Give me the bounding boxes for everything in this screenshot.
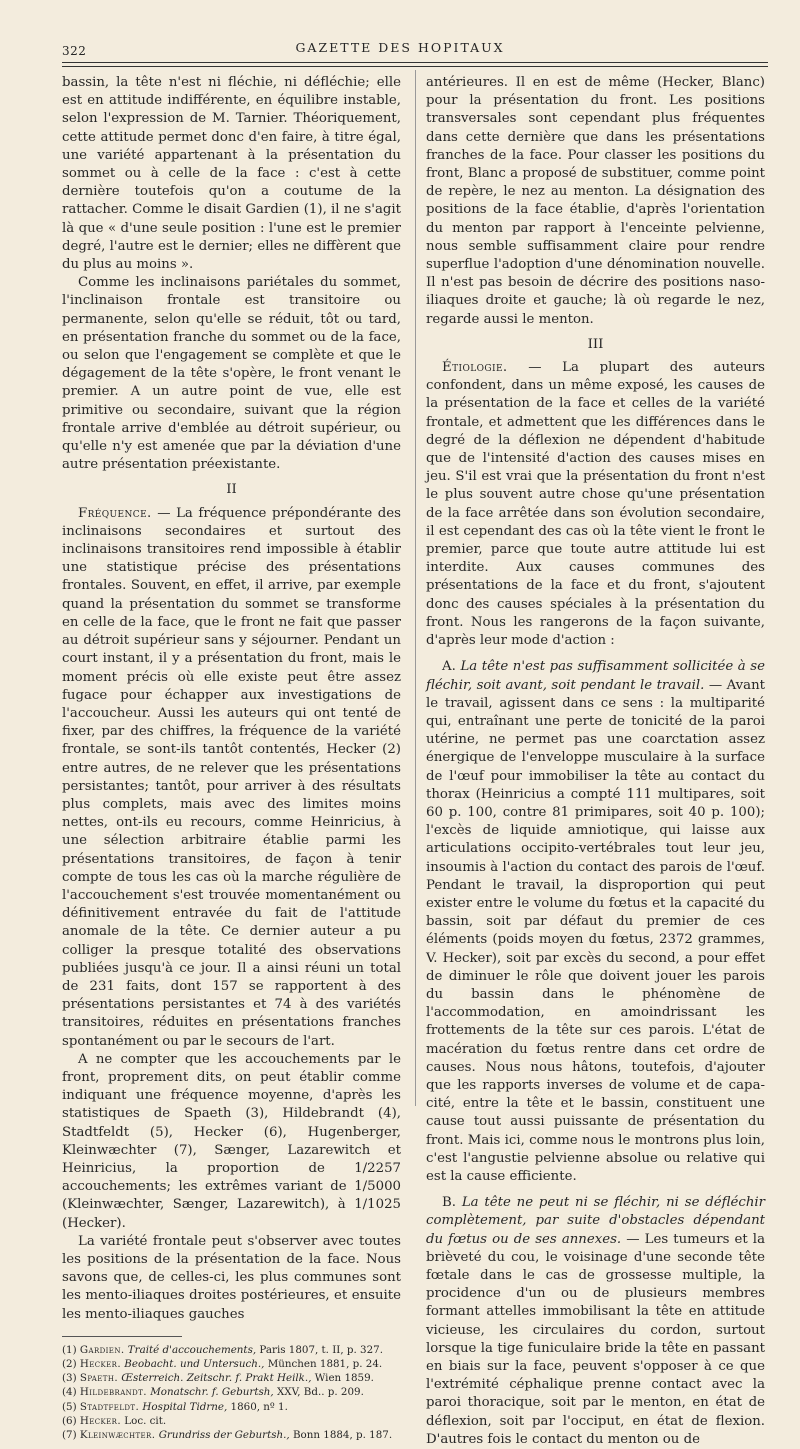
- paragraph-text: — La fréquence prépondérante des inclinaisons secondaires et surtout des inclinaisons transitoires rend impossible à établir une statistique précise des présentations frontales. Souvent, en effet, il arrive, par exemple quand la présentation du sommet se transforme en celle de la face, que le front ne fait que passer au détroit supérieur sans y séjourner. Pendant un court instant, il y a présentation du front, mais le moment précis où elle existe peut être assez fugace pour échapper aux investigations de l'accoucheur. Aussi les auteurs qui ont tenté de fixer, par des chiffres, la fréquence de la variété frontale, se sont-ils tantôt contentés, Hecker (2) entre autres, de ne relever que les présentations persistantes; tantôt, pour arriver à des résultats plus complets, mais avec des limites moins nettes, ont-ils eu recours, comme Heinricius, à une sélection arbitraire établie parmi les présentations transitoires, de façon à tenir compte de tous les cas où la marche régulière de l'accouchement s'est trouvée momentanément ou définitivement entravée du fait de l'attitude anomale de la tête. Ce dernier auteur a pu colliger la presque totalité des observations publiées jusqu'à ce jour. Il a ainsi réuni un total de 231 faits, dont 157 se rapportent à des présentations persistantes et 74 à des variétés transitoires, réduites en présentations franches spontanément ou par le secours de l'art.: [62, 505, 401, 1049]
- footnote: [62, 1357, 401, 1371]
- footnote-title: Hospital Tidrne,: [142, 1400, 228, 1413]
- footnote-detail: XXV, Bd.. p. 209.: [273, 1386, 364, 1399]
- paragraph: bassin, la tête n'est ni fléchie, ni défléchie; elle est en attitude indifférente, en équilibre instable, selon l'expression de M. Tarnier. Théoriquement, cette attitude permet donc d'en faire, à titre égal, une variété appartenant à la présentation du sommet ou à celle de la face : c'est à cette dernière toutefois qu'on a coutume de la rattacher. Comme le disait Gardien (1), il ne s'agit là que « d'une seule position : l'une est le premier degré, l'autre est le dernier; elles ne diffèrent que du plus au moins ».: [62, 75, 401, 273]
- paragraph: [426, 1194, 765, 1449]
- section-heading: III: [587, 336, 604, 352]
- footnote-title: Beobacht. und Untersuch.,: [124, 1358, 265, 1371]
- paragraph: [426, 359, 765, 650]
- section-heading: II: [226, 482, 237, 498]
- subsection-label: B.: [442, 1195, 456, 1211]
- footnote-detail: München 1881, p. 24.: [264, 1358, 383, 1371]
- footnote-detail: Wien 1859.: [311, 1372, 374, 1385]
- run-in-heading: Fréquence.: [78, 505, 152, 521]
- paragraph-text: — La plupart des auteurs confondent, dans un même exposé, les causes de la présentation de la face et celles de la variété frontale, et admettent que les différences dans le degré de la déflexion ne dépendent d'habitude que de l'intensité d'action des causes mises en jeu. S'il est vrai que la présentation du front n'est le plus souvent autre chose qu'une présentation de la face arrêtée dans son évolution secondaire, il est cependant des cas où la tête vient le front le premier, parce que toute autre attitude lui est interdite. Aux causes communes des présentations de la face et du front, s'ajoutent donc des causes spéciales à la présentation du front. Nous les rangerons de la façon suivante, d'après leur mode d'action :: [426, 360, 765, 649]
- subsection-title: La tête n'est pas suffisamment sollicitée à se fléchir, soit avant, soit pendant le travail.: [426, 659, 765, 693]
- header-rule-secondary: [62, 66, 768, 67]
- footnote-author: Hecker.: [79, 1414, 122, 1427]
- paragraph: [62, 505, 401, 1051]
- footnote-title: Traité d'accouchements,: [127, 1343, 257, 1356]
- paragraph: [426, 658, 765, 1186]
- footnote: [62, 1414, 401, 1428]
- right-column: [426, 74, 765, 1449]
- paragraph: Comme les inclinaisons pariétales du sommet, l'inclinaison frontale est transitoire ou permanente, selon qu'elle se réduit, tôt ou tard, en présentation franche du sommet ou de la face, ou selon que l'engagement se complète et que le dégagement de la tête s'opère, le front venant le premier. A un autre point de vue, elle est primitive ou secondaire, suivant que la région frontale arrive d'emblée au détroit supérieur, ou qu'elle n'y est amenée que par la déviation d'une autre présentation préexistante.: [62, 275, 401, 473]
- footnote-rule: [62, 1336, 182, 1337]
- footnote-number: (5): [62, 1400, 77, 1413]
- footnote-author: Hecker.: [79, 1358, 122, 1371]
- run-in-heading: Étiologie.: [442, 360, 508, 376]
- footnote: [62, 1400, 401, 1414]
- footnote-title: Œsterreich. Zeitschr. f. Prakt Heilk.,: [121, 1372, 312, 1385]
- footnote-title: Monatschr. f. Geburtsh,: [150, 1386, 274, 1399]
- footnote-title: Grundriss der Geburtsh.,: [158, 1429, 290, 1442]
- footnote: [62, 1371, 401, 1385]
- footnotes: [62, 1343, 401, 1442]
- footnote: [62, 1385, 401, 1399]
- footnote-number: (7): [62, 1429, 77, 1442]
- page-number: 322: [62, 44, 87, 58]
- footnote-number: (3): [62, 1372, 77, 1385]
- journal-title: GAZETTE DES HOPITAUX: [295, 40, 505, 55]
- paragraph: antérieures. Il en est de même (Hecker, Blanc) pour la présentation du front. Les positions transversales sont cependant plus fréquentes dans cette dernière que dans les présentations franches de la face. Pour classer les positions du front, Blanc a proposé de substituer, comme point de repère, le nez au menton. La désignation des positions de la face établie, d'après l'orientation du menton par rapport à l'enceinte pelvienne, nous semble suffisamment claire pour rendre superflue l'adoption d'une dénomination nouvelle. Il n'est pas besoin de décrire des positions naso-iliaques droite et gauche; là où regarde le nez, regarde aussi le menton.: [426, 75, 765, 327]
- column-divider: [415, 70, 416, 1106]
- footnote-detail: 1860, nº 1.: [227, 1400, 288, 1413]
- header-rule: [62, 62, 768, 63]
- footnote-number: (2): [62, 1358, 77, 1371]
- footnote-number: (1): [62, 1343, 77, 1356]
- footnote-author: Stadtfeldt.: [79, 1400, 140, 1413]
- paragraph: A ne compter que les accouchements par le front, proprement dits, on peut établir comme indiquant une fréquence moyenne, d'après les statistiques de Spaeth (3), Hildebrandt (4), Stadtfeldt (5), Hecker (6), Hugenberger, Kleinwæchter (7), Sænger, Lazarewitch et Heinricius, la proportion de 1/2257 accouchements; les extrêmes variant de 1/5000 (Kleinwæchter, Sænger, Lazarewitch), à 1/1025 (Hecker).: [62, 1051, 401, 1231]
- paragraph-text: — Avant le travail, agissent dans ce sens : la multiparité qui, entraînant une perte de tonicité de la paroi utérine, ne permet pas une coarctation assez énergique de l'enveloppe musculaire à la surface de l'œuf pour immobiliser la tête au contact du thorax (Heinricius a compté 111 multipares, soit 60 p. 100, contre 81 primipares, soit 40 p. 100); l'excès de liquide amniotique, qui laisse aux articulations occipito-vertébrales tout leur jeu, insoumis à l'action du contact des parois de l'œuf. Pendant le travail, la disproportion qui peut exister entre le volume du fœtus et la capacité du bassin, soit par défaut du premier de ces éléments (poids moyen du fœtus, 2372 grammes, V. Hecker), soit par excès du second, a pour effet de diminuer le rôle que doivent jouer les parois du bassin dans le phénomène de l'accommodation, en amoindrissant les frottements de la tête sur ces parois. L'état de macération du fœtus rentre dans cet ordre de causes. Nous nous hâtons, toutefois, d'ajouter que les rapports inverses de volume et de capacité, entre la tête et le bassin, constituent une cause tout aussi puissante de présentation du front. Mais ici, comme nous le montrons plus loin, c'est l'angustie pelvienne absolue ou relative qui est la cause efficiente.: [426, 677, 765, 1184]
- footnote: [62, 1343, 401, 1357]
- footnote-detail: Bonn 1884, p. 187.: [289, 1429, 393, 1442]
- footnote-author: Hildebrandt.: [79, 1386, 147, 1399]
- footnote-author: Kleinwæchter.: [79, 1429, 156, 1442]
- footnote-number: (4): [62, 1386, 77, 1399]
- footnote-number: (6): [62, 1414, 77, 1427]
- left-column: [62, 74, 401, 1442]
- footnote-author: Spaeth.: [79, 1372, 119, 1385]
- subsection-title: La tête ne peut ni se fléchir, ni se défléchir complètement, par suite d'obstacles dépendant du fœtus ou de ses annexes.: [426, 1195, 765, 1247]
- footnote: [62, 1428, 401, 1442]
- paragraph-text: — Les tumeurs et la brièveté du cou, le voisinage d'une seconde tête fœtale dans le cas de grossesse multiple, la procidence d'un ou de plusieurs membres formant attelles immobilisant la tête en attitude vicieuse, les circulaires du cordon, surtout lorsque la tige funiculaire bride la tête en passant en biais sur la face, peuvent s'opposer à ce que l'extrémité céphalique prenne contact avec la paroi thoracique, soit par le menton, en état de déflexion, soit par l'occiput, en état de flexion. D'autres fois le contact du menton ou de: [426, 1231, 765, 1447]
- paragraph: La variété frontale peut s'observer avec toutes les positions de la présentation de la face. Nous savons que, de celles-ci, les plus communes sont les mento-iliaques droites postérieures, et ensuite les mento-iliaques gauches: [62, 1233, 401, 1322]
- footnote-detail: Paris 1807, t. II, p. 327.: [256, 1343, 383, 1356]
- subsection-label: A.: [442, 659, 456, 675]
- footnote-author: Gardien.: [79, 1343, 125, 1356]
- footnote-detail: Loc. cit.: [124, 1414, 167, 1427]
